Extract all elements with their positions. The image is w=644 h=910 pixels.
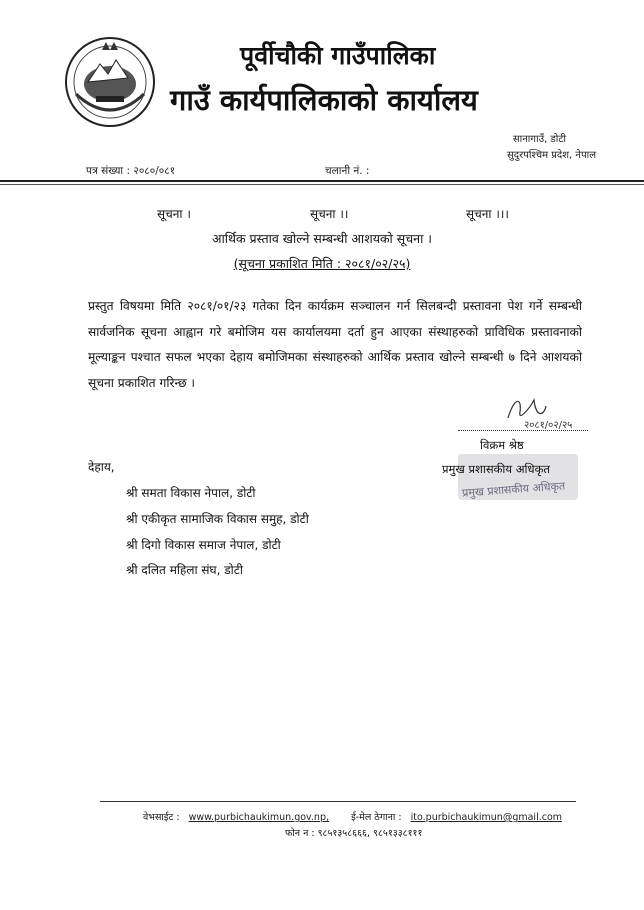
footer-phone: फोन न : ९८५१३५८६६६, ९८५१३३८१११ <box>285 828 423 839</box>
signatory-name: विक्रम श्रेष्ठ <box>480 438 524 452</box>
header-rule <box>0 180 644 182</box>
nepal-emblem-icon <box>62 34 158 130</box>
email-link[interactable]: ito.purbichaukimun@gmail.com <box>410 812 563 823</box>
notice-subject: आर्थिक प्रस्ताव खोल्ने सम्बन्धी आशयको सूचना । <box>211 231 433 246</box>
address-line-2: सुदुरपश्चिम प्रदेश, नेपाल <box>507 150 596 161</box>
published-date-text: (सूचना प्रकाशित मिति : २०८१/०२/२५) <box>233 256 411 271</box>
header-rule-thin <box>0 184 644 185</box>
signature-date: २०८१/०२/२५ <box>524 420 573 431</box>
recipient-item: श्री दलित महिला संघ, डोटी <box>126 563 243 577</box>
notice-word-2: सूचना ।। <box>310 207 349 221</box>
recipient-item: श्री समता विकास नेपाल, डोटी <box>126 486 256 500</box>
published-date <box>0 255 644 272</box>
website-label: वेभसाईट : <box>143 812 180 823</box>
address-line-1: सानागाउँ, डोटी <box>512 134 566 145</box>
municipality-name: पूर्वीचौकी गाउँपालिका <box>240 41 436 70</box>
office-name: गाउँ कार्यपालिकाको कार्यालय <box>170 83 478 117</box>
recipients-heading: देहाय, <box>88 460 115 474</box>
footer-contact <box>143 810 562 823</box>
notice-body: प्रस्तुत विषयमा मिति २०८१/०१/२३ गतेका दिन कार्यक्रम सञ्चालन गर्न सिलबन्दी प्रस्तावना पेश गर्ने सम्बन्धी सार्वजनिक सूचना आह्वान गरे बमोजिम यस कार्यालयमा दर्ता हुन आएका संस्थाहरुको प्राविधिक प्रस्तावनाको मूल्याङ्कन पश्चात सफल भएका देहाय बमोजिमका संस्थाहरुको आर्थिक प्रस्ताव खोल्ने सम्बन्धी ७ दिने आशयको सूचना प्रकाशित गरिन्छ । <box>88 299 582 390</box>
notice-word-1: सूचना । <box>157 207 191 221</box>
recipient-item: श्री दिगो विकास समाज नेपाल, डोटी <box>126 538 281 552</box>
dispatch-number: चलानी नं. : <box>325 165 370 177</box>
footer-rule <box>100 801 576 802</box>
recipient-item: श्री एकीकृत सामाजिक विकास समुह, डोटी <box>126 512 309 526</box>
signatory-title: प्रमुख प्रशासकीय अधिकृत <box>442 462 550 476</box>
notice-word-3: सूचना ।।। <box>466 207 509 221</box>
website-link[interactable]: www.purbichaukimun.gov.np, <box>188 812 330 823</box>
letter-number: पत्र संख्या : २०८०/०८१ <box>86 165 176 177</box>
signature-scribble-icon <box>500 388 590 432</box>
stamp-text: प्रमुख प्रशासकीय अधिकृत <box>461 479 566 500</box>
signature-line <box>458 430 588 431</box>
email-label: ई-मेल ठेगाना : <box>351 812 402 823</box>
